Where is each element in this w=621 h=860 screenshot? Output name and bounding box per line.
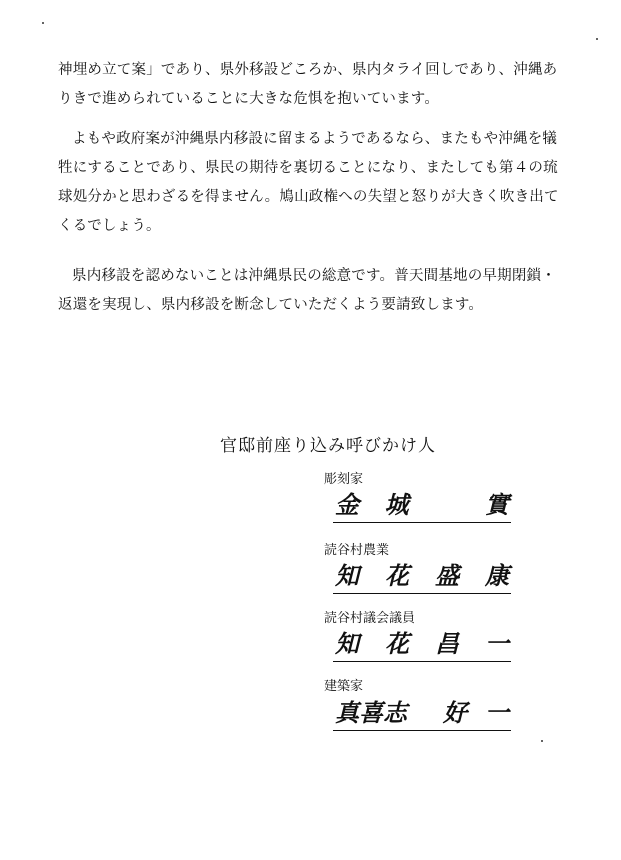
- scan-speck: [541, 740, 543, 742]
- signatory-role: 建築家: [324, 679, 364, 694]
- signatory-signature: [333, 627, 511, 662]
- signature-handwriting: 真喜志 好 一: [335, 698, 509, 727]
- scan-speck: [596, 38, 598, 40]
- signature-handwriting: 知 花 盛 康: [335, 561, 509, 590]
- signatory-signature: [333, 488, 511, 523]
- scan-speck: [42, 22, 44, 24]
- signature-handwriting: 金 城 實: [335, 490, 509, 519]
- signatory-signature: [333, 696, 511, 731]
- body-paragraph-2: よもや政府案が沖縄県内移設に留まるようであるなら、またもや沖縄を犠牲にすることであり、県民の期待を裏切ることになり、またしても第４の琉球処分かと思わざるを得ません。鳩山政権への失望と怒りが大きく吹き出てくるでしょう。: [58, 131, 559, 234]
- signatory-role: 読谷村議会議員: [324, 611, 416, 626]
- signature-handwriting: 知 花 昌 一: [335, 629, 509, 658]
- signatory-role: 読谷村農業: [324, 543, 390, 558]
- signatory-signature: [333, 559, 511, 594]
- body-paragraph-3: 県内移設を認めないことは沖縄県民の総意です。普天間基地の早期閉鎖・返還を実現し、県内移設を断念していただくよう要請致します。: [58, 268, 556, 313]
- body-paragraph-1: 神埋め立て案」であり、県外移設どころか、県内タライ回しであり、沖縄ありきで進められていることに大きな危惧を抱いています。: [58, 62, 558, 107]
- signatory-role: 彫刻家: [324, 472, 364, 487]
- signatories-heading: 官邸前座り込み呼びかけ人: [220, 436, 436, 456]
